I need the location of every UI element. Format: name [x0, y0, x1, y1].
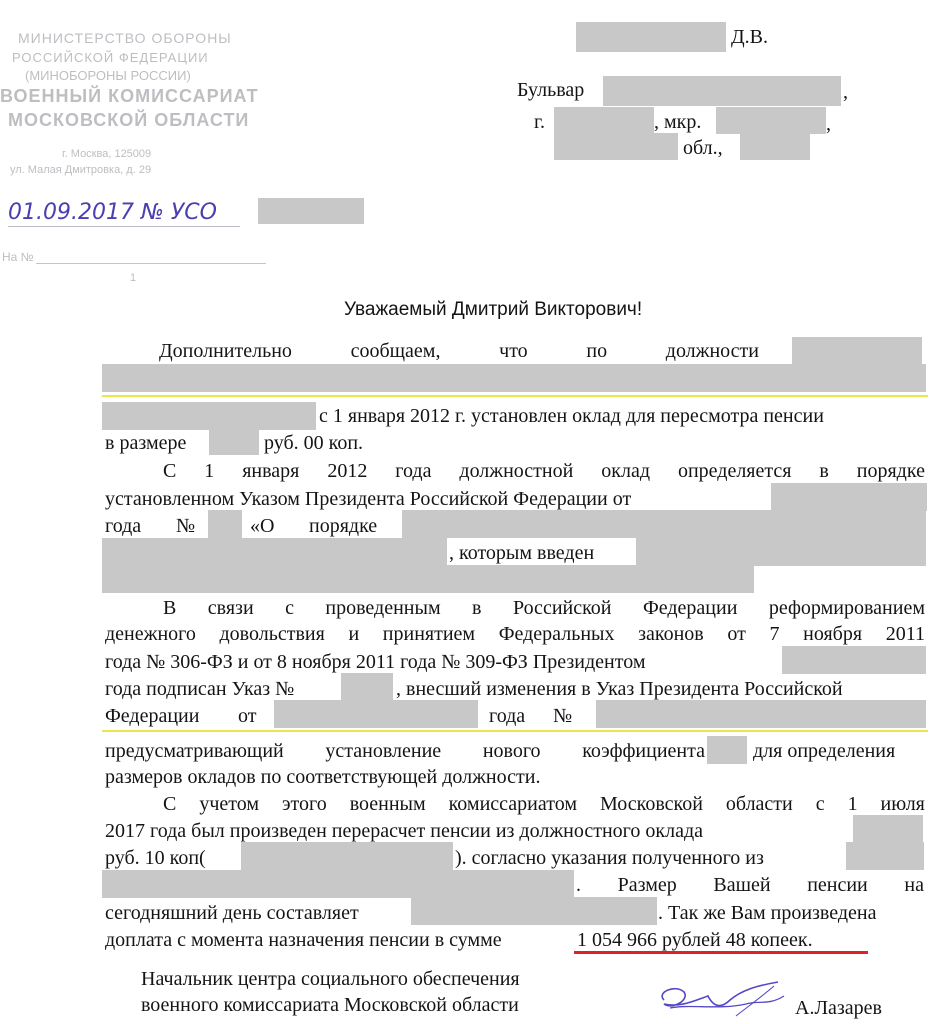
p3-line5-year: года	[489, 705, 526, 727]
p3-line2	[105, 622, 925, 646]
redaction-decree-date	[771, 483, 927, 511]
p3-line1	[163, 596, 925, 620]
redaction-region	[554, 133, 678, 160]
stamp-line-moscow-region: МОСКОВСКОЙ ОБЛАСТИ	[8, 110, 250, 130]
p2-word: определяется	[677, 460, 792, 482]
p2-line3-year: года	[105, 515, 142, 537]
redaction-salary-amount	[209, 428, 259, 455]
p2-line3-number-sign: №	[176, 515, 196, 537]
stamp-address-1: г. Москва, 125009	[62, 148, 152, 160]
p3-word: предусматривающий	[105, 740, 284, 762]
redaction-boulevard-name	[603, 76, 841, 106]
p4-word: военным	[349, 793, 426, 815]
p4-word: с	[815, 793, 825, 815]
p4-line3b: ). согласно указания полученного из	[455, 847, 764, 869]
p3-word: Российской	[512, 597, 612, 619]
redaction-decree-title-2	[102, 538, 447, 566]
redaction-decree-title-1	[402, 510, 926, 538]
p1-word: Дополнительно	[159, 340, 292, 362]
p4-line5b: . Так же Вам произведена	[658, 902, 877, 924]
addressee-boulevard-label: Бульвар	[517, 79, 585, 101]
addressee-oblast-label: обл.,	[683, 137, 723, 159]
stamp-number-underline	[36, 263, 266, 264]
p2-line1	[163, 459, 925, 483]
p3-word: ноября	[803, 623, 863, 645]
p3-word: с	[285, 597, 294, 619]
p3-line5-federation: Федерации	[105, 705, 200, 727]
redaction-pension-amount	[411, 897, 657, 925]
redaction-position-3	[102, 402, 316, 430]
p3-word: установление	[325, 740, 442, 762]
p4-word: 1	[847, 793, 858, 815]
p4-word: Московской	[599, 793, 703, 815]
redaction-postcode	[740, 133, 810, 160]
addressee-initials: Д.В.	[731, 26, 768, 48]
handwritten-date: 01.09.2017 № УСО	[8, 200, 217, 225]
greeting: Уважаемый Дмитрий Викторович!	[344, 299, 643, 320]
redaction-president-decree-date	[782, 646, 926, 674]
p4-word: Вашей	[713, 874, 771, 896]
addressee-city-label: г.	[534, 111, 545, 133]
p4-word: .	[576, 874, 581, 896]
stamp-line-military-commissariat: ВОЕННЫЙ КОМИССАРИАТ	[0, 86, 259, 106]
p2-word: в	[819, 460, 829, 482]
stamp-line-russian-federation: РОССИЙСКОЙ ФЕДЕРАЦИИ	[12, 50, 209, 65]
p2-word: января	[242, 460, 300, 482]
additional-payment-amount: 1 054 966 рублей 48 копеек.	[577, 929, 813, 951]
p4-word: С	[163, 793, 177, 815]
p4-line6a: доплата с момента назначения пенсии в сумме	[105, 929, 502, 951]
p2-word: оклад	[601, 460, 651, 482]
p2-line4: , которым введен	[449, 542, 595, 564]
p2-word: 2012	[327, 460, 368, 482]
p4-word: июля	[880, 793, 925, 815]
p3-word: проведенным	[325, 597, 441, 619]
p3-word: 7	[769, 623, 780, 645]
p1-line2: с 1 января 2012 г. установлен оклад для пересмотра пенсии	[319, 405, 824, 427]
p3-word: коэффициента	[582, 740, 705, 762]
addressee-comma-2: ,	[826, 113, 831, 135]
redaction-amended-decree-date	[274, 700, 478, 728]
p1-line3b: руб. 00 коп.	[264, 432, 364, 454]
p1-word: по	[586, 340, 608, 362]
p4-word: комиссариатом	[448, 793, 577, 815]
p3-word: Федерации	[642, 597, 738, 619]
stamp-index: 1	[130, 272, 137, 284]
p4-word: пенсии	[807, 874, 868, 896]
signatory-title-1: Начальник центра социального обеспечения	[141, 968, 520, 990]
p3-word: в	[472, 597, 482, 619]
p4-line2: 2017 года был произведен перерасчет пенсии из должностного оклада	[105, 820, 703, 842]
p2-line3-poryadke: порядке	[309, 515, 378, 537]
p3-line7: размеров окладов по соответствующей должности.	[105, 766, 541, 788]
p4-word: области	[725, 793, 793, 815]
p4-word: учетом	[199, 793, 259, 815]
p3-line5-number-sign: №	[553, 705, 573, 727]
p3-word: Федеральных	[498, 623, 615, 645]
p2-line2: установленном Указом Президента Российской Федерации от	[105, 488, 632, 510]
p2-word: С	[163, 460, 177, 482]
p1-word: должности	[665, 340, 759, 362]
p4-line4	[576, 873, 924, 897]
p4-line3a: руб. 10 коп(	[105, 847, 206, 869]
redaction-position-2	[102, 364, 926, 392]
p4-line5a: сегодняшний день составляет	[105, 902, 359, 924]
stamp-line-minoborony: (МИНОБОРОНЫ РОССИИ)	[25, 68, 191, 83]
p3-word: от	[727, 623, 746, 645]
stamp-number-prefix: На №	[2, 250, 34, 264]
p3-word: связи	[207, 597, 254, 619]
p3-line6	[105, 739, 705, 763]
p4-word: этого	[281, 793, 327, 815]
p2-line3-o: «О	[250, 515, 275, 537]
stamp-address-2: ул. Малая Дмитровка, д. 29	[10, 164, 152, 176]
redaction-outgoing-number	[258, 198, 364, 224]
redaction-coefficient	[707, 736, 747, 764]
p3-word: довольствия	[219, 623, 325, 645]
redaction-amended-decree-number	[596, 700, 926, 728]
redaction-city	[554, 107, 654, 134]
yellow-highlight-line-1	[102, 395, 928, 397]
p4-word: на	[904, 874, 924, 896]
p1-word: что	[499, 340, 528, 362]
p2-word: порядке	[856, 460, 925, 482]
p2-word: года	[395, 460, 432, 482]
p3-word: денежного	[105, 623, 196, 645]
red-underline	[574, 951, 868, 954]
p4-line1	[163, 792, 925, 816]
p3-line4a: года подписан Указ №	[105, 678, 295, 700]
p3-line6b: для определения	[753, 740, 896, 762]
redaction-position-1	[792, 337, 922, 365]
redaction-salary-in-words	[241, 842, 453, 870]
p2-word: должностной	[459, 460, 574, 482]
redaction-microdistrict	[716, 107, 826, 134]
yellow-highlight-line-2	[102, 730, 928, 732]
handwritten-signature	[650, 978, 790, 1024]
redaction-source-2	[102, 870, 574, 898]
addressee-mkr-label: , мкр.	[654, 111, 702, 133]
redaction-addressee-surname	[576, 22, 726, 52]
p3-word: В	[163, 597, 177, 619]
redaction-decree-title-4	[102, 565, 754, 593]
p1-line3a: в размере	[105, 432, 187, 454]
redaction-president-decree-number	[341, 673, 393, 701]
signatory-name: А.Лазарев	[795, 997, 882, 1019]
p3-word: принятием	[382, 623, 476, 645]
p3-line4b: , внесший изменения в Указ Президента Российской	[396, 678, 843, 700]
p3-word: законов	[638, 623, 704, 645]
p1-word: сообщаем,	[350, 340, 441, 362]
redaction-source-1	[846, 842, 924, 870]
p1-line1	[159, 339, 759, 363]
stamp-line-ministry: МИНИСТЕРСТВО ОБОРОНЫ	[18, 30, 232, 46]
p3-word: 2011	[885, 623, 925, 645]
p4-word: Размер	[617, 874, 677, 896]
p3-line5-ot: от	[238, 705, 257, 727]
redaction-decree-number	[208, 510, 242, 538]
redaction-official-salary	[853, 815, 923, 843]
p3-word: и	[348, 623, 360, 645]
redaction-decree-title-3	[636, 538, 926, 566]
stamp-date-underline	[8, 226, 240, 227]
p3-line3: года № 306-ФЗ и от 8 ноября 2011 года № 309-ФЗ Президентом	[105, 651, 646, 673]
p2-word: 1	[204, 460, 215, 482]
signatory-title-2: военного комиссариата Московской области	[141, 994, 519, 1016]
p3-word: реформированием	[768, 597, 925, 619]
addressee-comma-1: ,	[843, 81, 848, 103]
p3-word: нового	[482, 740, 541, 762]
